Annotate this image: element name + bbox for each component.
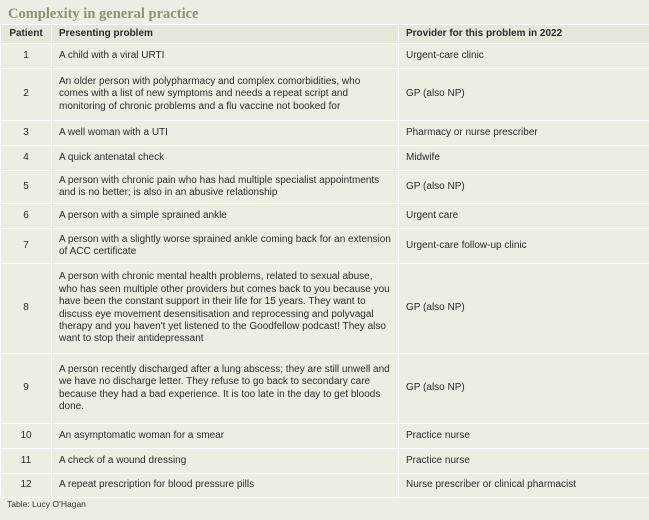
provider: Practice nurse (399, 424, 649, 449)
patient-number: 10 (1, 424, 52, 449)
patient-number: 2 (1, 69, 52, 121)
table-row (1, 204, 649, 229)
patient-number: 11 (1, 449, 52, 474)
provider: Urgent-care follow-up clinic (399, 229, 649, 264)
patient-number: 4 (1, 146, 52, 171)
table-row (1, 354, 649, 424)
patient-number: 12 (1, 474, 52, 498)
table-row (1, 121, 649, 146)
table-row (1, 171, 649, 204)
table-row (1, 229, 649, 264)
table-row (1, 264, 649, 354)
presenting-problem: A child with a viral URTI (52, 44, 399, 69)
header-provider: Provider for this problem in 2022 (399, 25, 649, 44)
presenting-problem: A person with chronic pain who has had multiple specialist appointments and is no better; is also in an abusive relationship (52, 171, 399, 204)
patient-number: 6 (1, 204, 52, 229)
header-patient: Patient (1, 25, 52, 44)
table-title: Complexity in general practice (8, 6, 199, 22)
presenting-problem: An older person with polypharmacy and complex comorbidities, who comes with a list of new symptoms and needs a repeat script and monitoring of chronic problems and a flu vaccine not booked for (52, 69, 399, 121)
presenting-problem: An asymptomatic woman for a smear (52, 424, 399, 449)
provider: GP (also NP) (399, 69, 649, 121)
table-row (1, 474, 649, 498)
header-row (1, 25, 649, 44)
table-row (1, 44, 649, 69)
provider: GP (also NP) (399, 354, 649, 424)
patient-number: 7 (1, 229, 52, 264)
patient-number: 8 (1, 264, 52, 354)
table-row (1, 424, 649, 449)
provider: GP (also NP) (399, 171, 649, 204)
table-row (1, 146, 649, 171)
table-row (1, 69, 649, 121)
presenting-problem: A check of a wound dressing (52, 449, 399, 474)
header-presenting-problem: Presenting problem (52, 25, 399, 44)
presenting-problem: A repeat prescription for blood pressure pills (52, 474, 399, 498)
provider: Pharmacy or nurse prescriber (399, 121, 649, 146)
table-caption: Table: Lucy O’Hagan (7, 499, 86, 509)
presenting-problem: A well woman with a UTI (52, 121, 399, 146)
provider: Urgent care (399, 204, 649, 229)
complexity-table (0, 24, 649, 498)
patient-number: 1 (1, 44, 52, 69)
provider: GP (also NP) (399, 264, 649, 354)
table-row (1, 449, 649, 474)
provider: Midwife (399, 146, 649, 171)
presenting-problem: A person with chronic mental health problems, related to sexual abuse, who has seen multiple other providers but comes back to you because you have been the constant support in their life for 15 years. They want to discuss eye movement desensitisation and reprocessing and polyvagal therapy and you haven't yet listened to the Goodfellow podcast! They also want to stop their antidepressant (52, 264, 399, 354)
provider: Practice nurse (399, 449, 649, 474)
presenting-problem: A person with a simple sprained ankle (52, 204, 399, 229)
presenting-problem: A person with a slightly worse sprained ankle coming back for an extension of ACC certificate (52, 229, 399, 264)
presenting-problem: A quick antenatal check (52, 146, 399, 171)
presenting-problem: A person recently discharged after a lung abscess; they are still unwell and we have no discharge letter. They refuse to go back to secondary care because they had a bad experience. It is too late in the day to get bloods done. (52, 354, 399, 424)
patient-number: 9 (1, 354, 52, 424)
patient-number: 3 (1, 121, 52, 146)
provider: Urgent-care clinic (399, 44, 649, 69)
patient-number: 5 (1, 171, 52, 204)
provider: Nurse prescriber or clinical pharmacist (399, 474, 649, 498)
